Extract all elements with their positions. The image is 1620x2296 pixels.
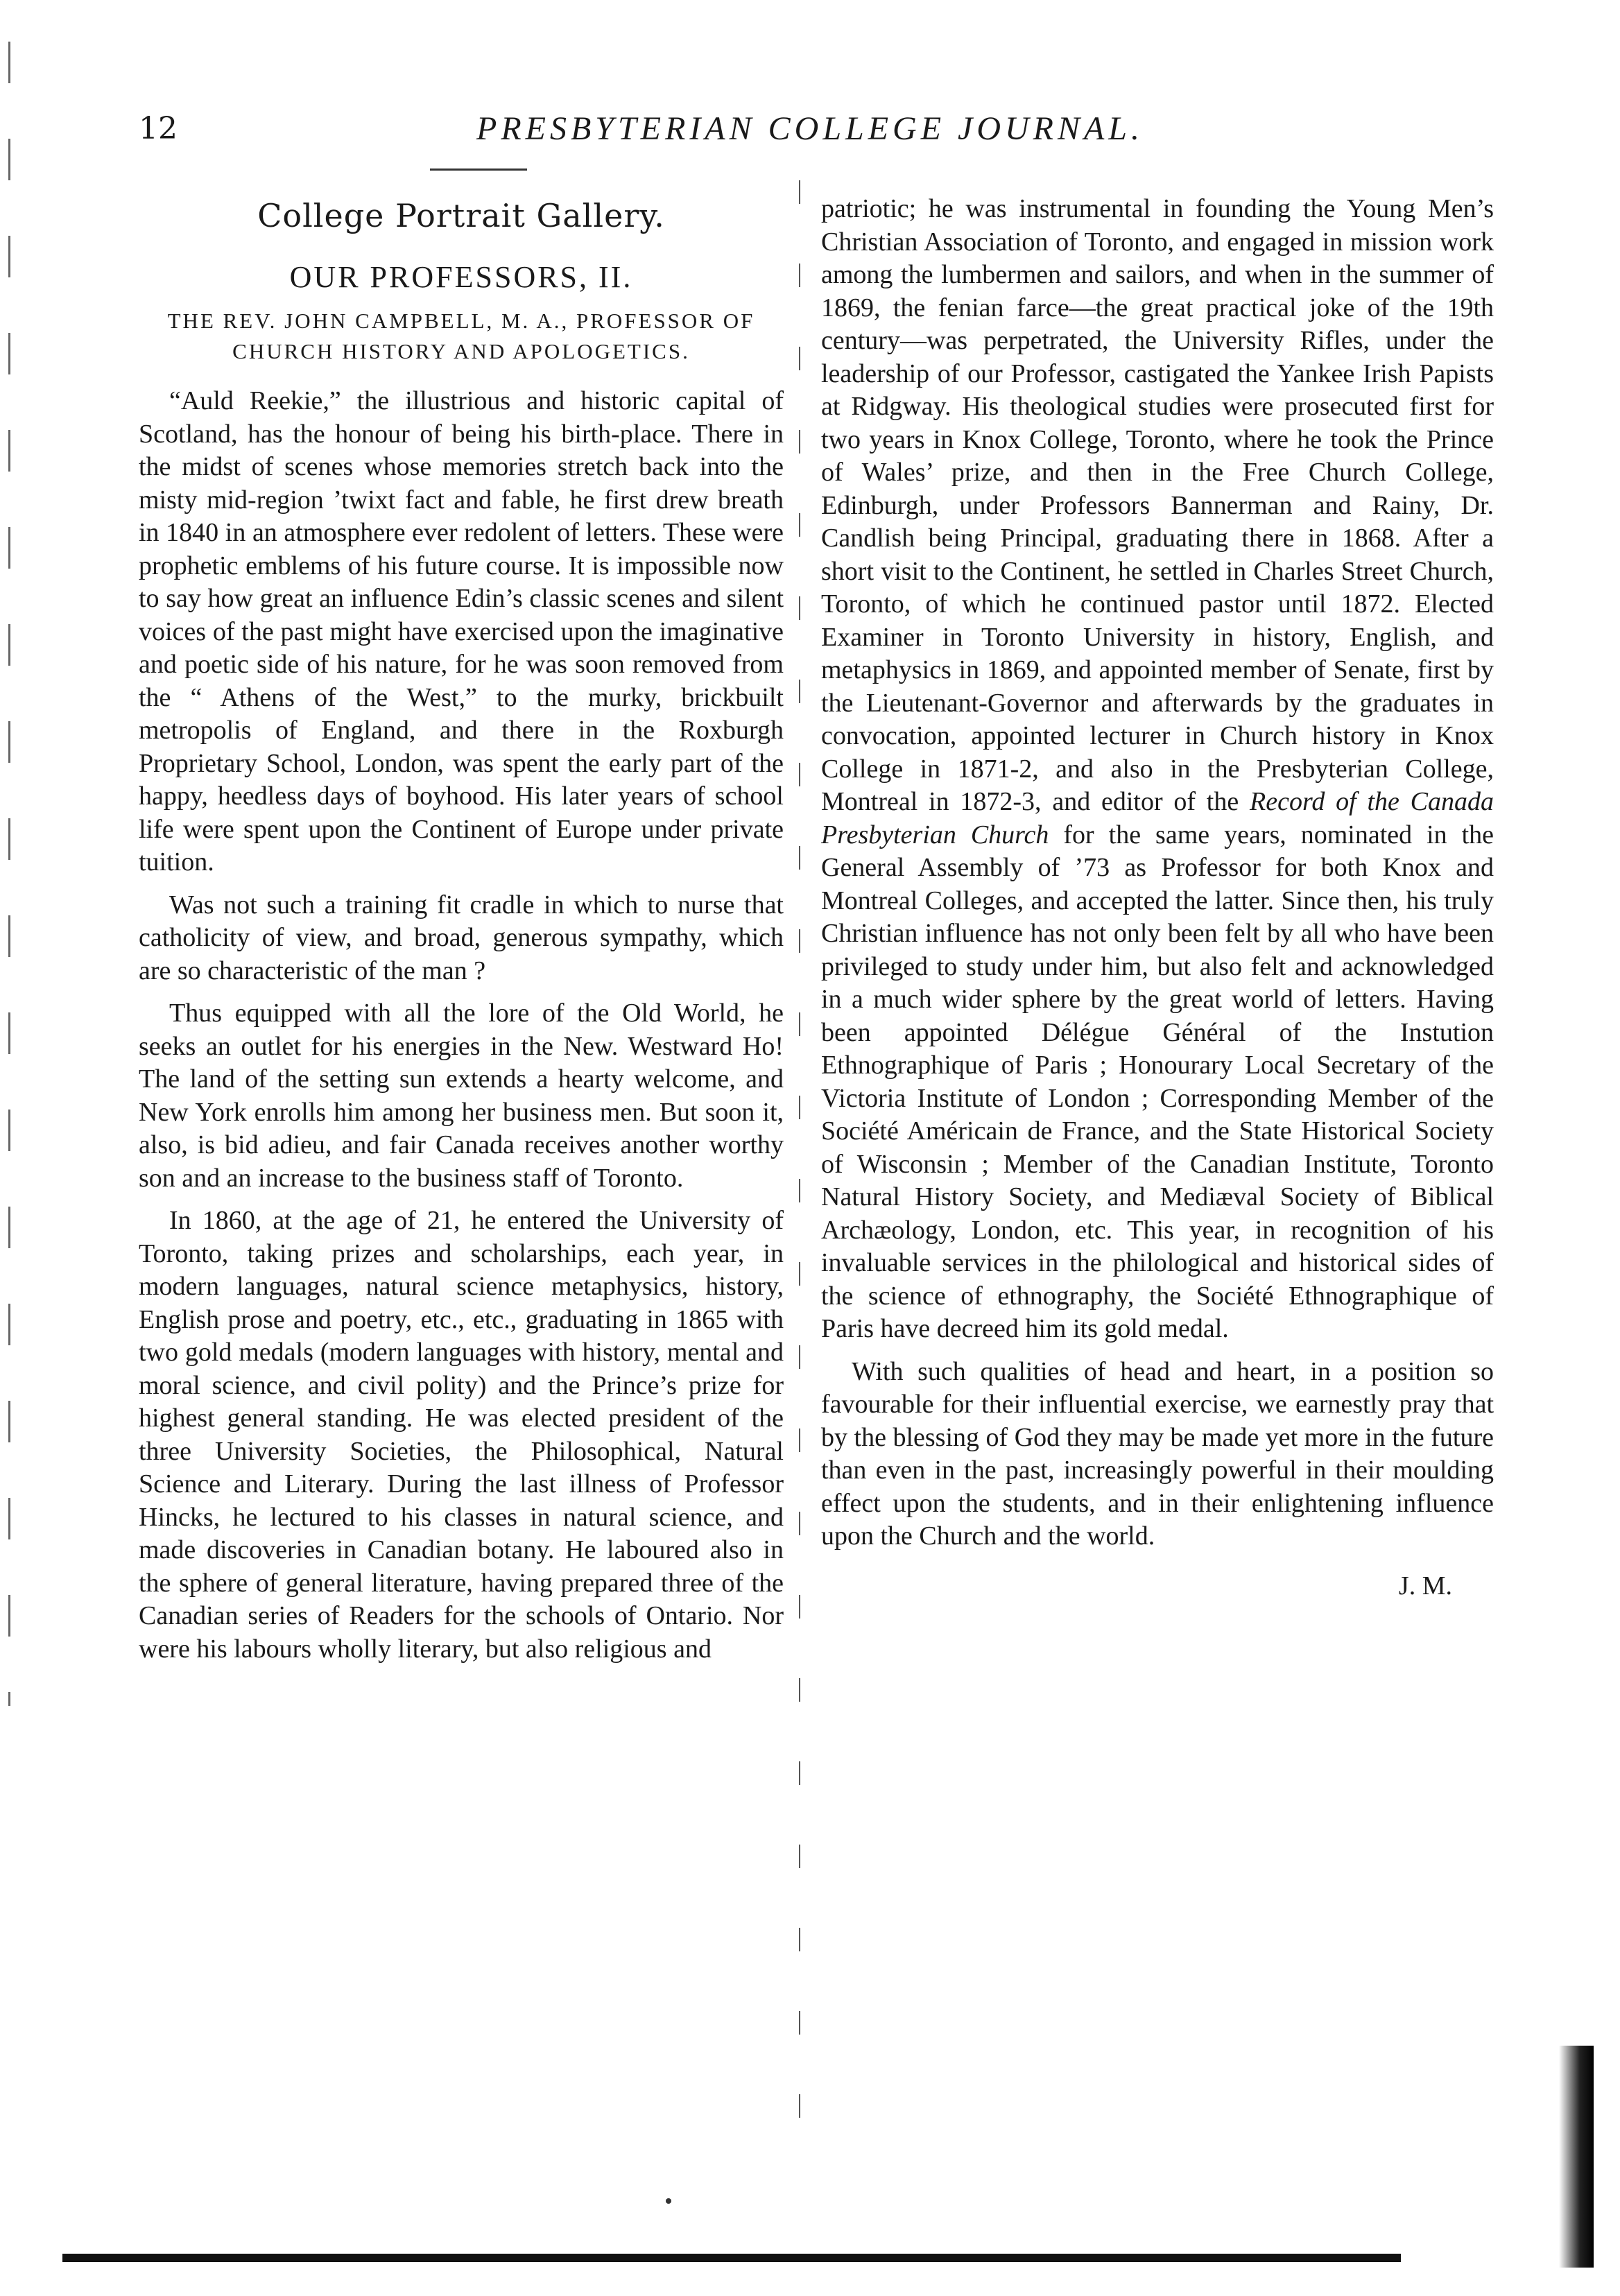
page-header bbox=[0, 104, 1620, 159]
paragraph: With such qualities of head and heart, in a position so favourable for their influential exercise, we earnestly pray that by the blessing of God they may be made yet more in the future than even in the past, increasingly powerful in their moulding effect upon the students, and in their enlightening influence upon the Church and the world. bbox=[821, 1356, 1494, 1551]
stray-dot bbox=[666, 2198, 671, 2204]
right-column bbox=[821, 193, 1494, 1603]
section-title: College Portrait Gallery. bbox=[257, 197, 665, 234]
paragraph: Was not such a training fit cradle in which to nurse that catholicity of view, and broad, generous sympathy, which are so characteristic of the man ? bbox=[139, 890, 784, 985]
left-column bbox=[139, 193, 784, 1675]
scan-edge-shadow bbox=[1559, 2046, 1594, 2268]
paragraph bbox=[821, 193, 1494, 1346]
publication-title: Record of the Canada Presbyterian Church bbox=[821, 787, 1494, 849]
journal-title: PRESBYTERIAN COLLEGE JOURNAL. bbox=[476, 110, 1144, 147]
bottom-rule bbox=[62, 2254, 1401, 2262]
paragraph-text: for the same years, nominated in the General Assembly of ’73 as Professor for both Knox and Montreal Colleges, and accepted the latter. Since then, his truly Christian influence has not only been felt by all who have been privileged to study under him, but also felt and acknowledged in a much wider sphere by the great world of letters. Having been appointed Délégue Général of the Instution Ethnographique of Paris ; Honourary Local Secretary of the Victoria Institute of London ; Corresponding Member of the Société Américain de France, and the State Historical Society of Wisconsin ; Member of the Canadian Institute, Toronto Natural History Society, and Mediæval Society of Biblical Archæology, London, etc. This year, in recognition of his invaluable services in the philological and historical sides of the science of ethnography, the Société Ethnographique of Paris have decreed him its gold medal. bbox=[821, 820, 1494, 1343]
article-title: OUR PROFESSORS, II. bbox=[289, 259, 633, 294]
paragraph-text: patriotic; he was instrumental in founding the Young Men’s Christian Association of Toronto, and engaged in mission work among the lumbermen and sailors, and when in the summer of 1869, the fenian farce—the great practical joke of the 19th century—was perpetrated, the University Rifles, under the leadership of our Professor, castigated the Yankee Irish Papists at Ridgway. His theological studies were prosecuted first for two years in Knox College, Toronto, where he took the Prince of Wales’ prize, and then in the Free Church College, Edinburgh, under Professors Bannerman and Rainy, Dr. Candlish being Principal, graduating there in 1868. After a short visit to the Continent, he settled in Charles Street Church, Toronto, of which he continued pastor until 1872. Elected Examiner in Toronto University in history, English, and metaphysics in 1869, and appointed member of Senate, first by the Lieutenant-Governor and afterwards by the graduates in convocation, appointed lecturer in Church history in Knox College in 1871-2, and also in the Presbyterian College, Montreal in 1872-3, and editor of the bbox=[821, 194, 1494, 816]
scan-edge-marks bbox=[8, 42, 10, 1706]
paragraph: In 1860, at the age of 21, he entered the University of Toronto, taking prizes and scholarships, each year, in modern languages, natural science metaphysics, history, English prose and poetry, etc., etc., graduating in 1865 with two gold medals (modern languages with history, mental and moral science, and civil polity) and the Prince’s prize for highest general standing. He was elected president of the three University Societies, the Philosophical, Natural Science and Literary. During the last illness of Professor Hincks, he lectured to his classes in natural science, and made discoveries in Canadian botany. He laboured also in the sphere of general literature, having prepared three of the Canadian series of Readers for the schools of Ontario. Nor were his labours wholly literary, but also religious and bbox=[139, 1206, 784, 1664]
page-number: 12 bbox=[139, 111, 178, 146]
signature: J. M. bbox=[1398, 1571, 1452, 1600]
column-divider bbox=[799, 180, 800, 2150]
paragraph: Thus equipped with all the lore of the Old World, he seeks an outlet for his energies in the New. Westward Ho! The land of the setting sun extends a hearty welcome, and New York enrolls him among her business men. But soon it, also, is bid adieu, and fair Canada receives another worthy son and an increase to the business staff of Toronto. bbox=[139, 999, 784, 1193]
header-rule bbox=[430, 169, 527, 171]
paragraph: “Auld Reekie,” the illustrious and historic capital of Scotland, has the honour of being his birth-place. There in the midst of scenes whose memories stretch back into the misty mid-region ’twixt fact and fable, he first drew breath in 1840 in an atmosphere ever redolent of letters. These were prophetic emblems of his future course. It is impossible now to say how great an influence Edin’s classic scenes and silent voices of the past might have exercised upon the imaginative and poetic side of his nature, for he was soon removed from the “ Athens of the West,” to the murky, brickbuilt metropolis of England, and there in the Roxburgh Proprietary School, London, was spent the early part of the happy, heedless days of boyhood. His later years of school life were spent upon the Continent of Europe under private tuition. bbox=[139, 386, 784, 877]
article-subtitle: THE REV. JOHN CAMPBELL, M. A., PROFESSOR OF CHURCH HISTORY AND APOLOGETICS. bbox=[167, 309, 755, 363]
